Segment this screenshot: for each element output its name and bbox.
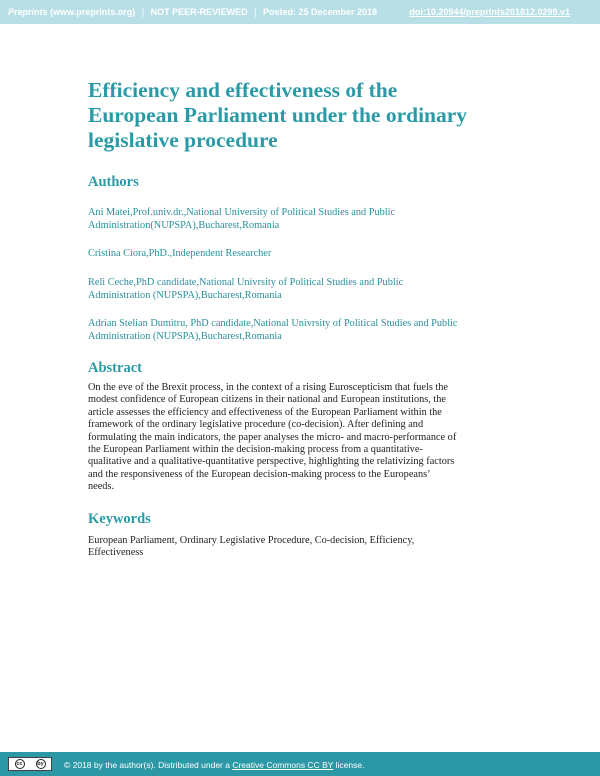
keywords-line: Effectiveness xyxy=(88,547,144,559)
license-suffix: license. xyxy=(333,760,365,770)
abstract-line: the European Parliament within the decision-making process from a quantitative- xyxy=(88,444,423,456)
author-line: Reli Ceche,PhD candidate,National Univrsity of Political Studies and Public xyxy=(88,277,404,288)
abstract-heading: Abstract xyxy=(88,360,142,376)
separator: | xyxy=(254,7,257,17)
license-link[interactable]: Creative Commons CC BY xyxy=(232,760,334,770)
license-text xyxy=(64,760,364,770)
doi-link[interactable]: doi:10.20944/preprints201812.0299.v1 xyxy=(409,7,570,17)
abstract-line: On the eve of the Brexit process, in the context of a rising Euroscepticism that fuels the xyxy=(88,382,449,393)
author-line: Ani Matei,Prof.univ.dr.,National University of Political Studies and Public xyxy=(88,207,396,218)
posted-date: Posted: 25 December 2018 xyxy=(262,7,378,17)
authors-heading: Authors xyxy=(88,174,139,190)
header-info xyxy=(8,7,377,17)
author-line: Cristina Ciora,PhD.,Independent Researcher xyxy=(88,248,272,259)
author-line: Adrian Stelian Dumitru, PhD candidate,National Univrsity of Political Studies and Public xyxy=(88,318,458,329)
brand-url[interactable]: (www.preprints.org) xyxy=(50,7,136,17)
cc-by-license-icon[interactable] xyxy=(8,757,52,771)
abstract-line: needs. xyxy=(88,481,115,493)
abstract-text xyxy=(88,382,518,494)
author-entry xyxy=(88,318,528,343)
author-line: Administration (NUPSPA),Bucharest,Romania xyxy=(88,289,282,301)
abstract-line: qualitative and a qualitative-quantitative perspective, highlighting the relativizing factors xyxy=(88,456,455,468)
preprint-header-bar xyxy=(0,0,600,24)
author-line: Administration (NUPSPA),Bucharest,Romania xyxy=(88,330,282,342)
keywords-line: European Parliament, Ordinary Legislative Procedure, Co-decision, Efficiency, xyxy=(88,535,415,546)
author-entry xyxy=(88,277,528,302)
title-line: legislative procedure xyxy=(88,128,278,152)
author-line: Administration(NUPSPA),Bucharest,Romania xyxy=(88,219,280,231)
abstract-line: and the responsiveness of the European decision-making process to the Europeans’ xyxy=(88,468,431,480)
review-status: NOT PEER-REVIEWED xyxy=(150,7,248,17)
paper-title xyxy=(88,78,518,153)
author-entry xyxy=(88,207,528,232)
keywords-heading: Keywords xyxy=(88,511,151,527)
title-line: Efficiency and effectiveness of the xyxy=(88,78,398,102)
abstract-line: modest confidence of European citizens in their national and European institutions, the xyxy=(88,394,446,406)
title-line: European Parliament under the ordinary xyxy=(88,103,468,127)
abstract-line: framework of the ordinary legislative procedure (co-decision). After defining and xyxy=(88,419,424,431)
abstract-line: formulating the main indicators, the paper analyses the micro- and macro-performance of xyxy=(88,431,457,443)
cc-icon: cc xyxy=(16,761,23,767)
by-icon: by xyxy=(37,761,44,767)
copyright-text: © 2018 by the author(s). Distributed under a xyxy=(64,760,233,770)
author-entry xyxy=(88,248,528,261)
license-footer xyxy=(0,752,600,776)
keywords-text xyxy=(88,535,518,560)
brand-name[interactable]: Preprints xyxy=(8,7,48,17)
separator: | xyxy=(141,7,145,17)
abstract-line: article assesses the efficiency and effectiveness of the European Parliament within the xyxy=(88,406,442,418)
